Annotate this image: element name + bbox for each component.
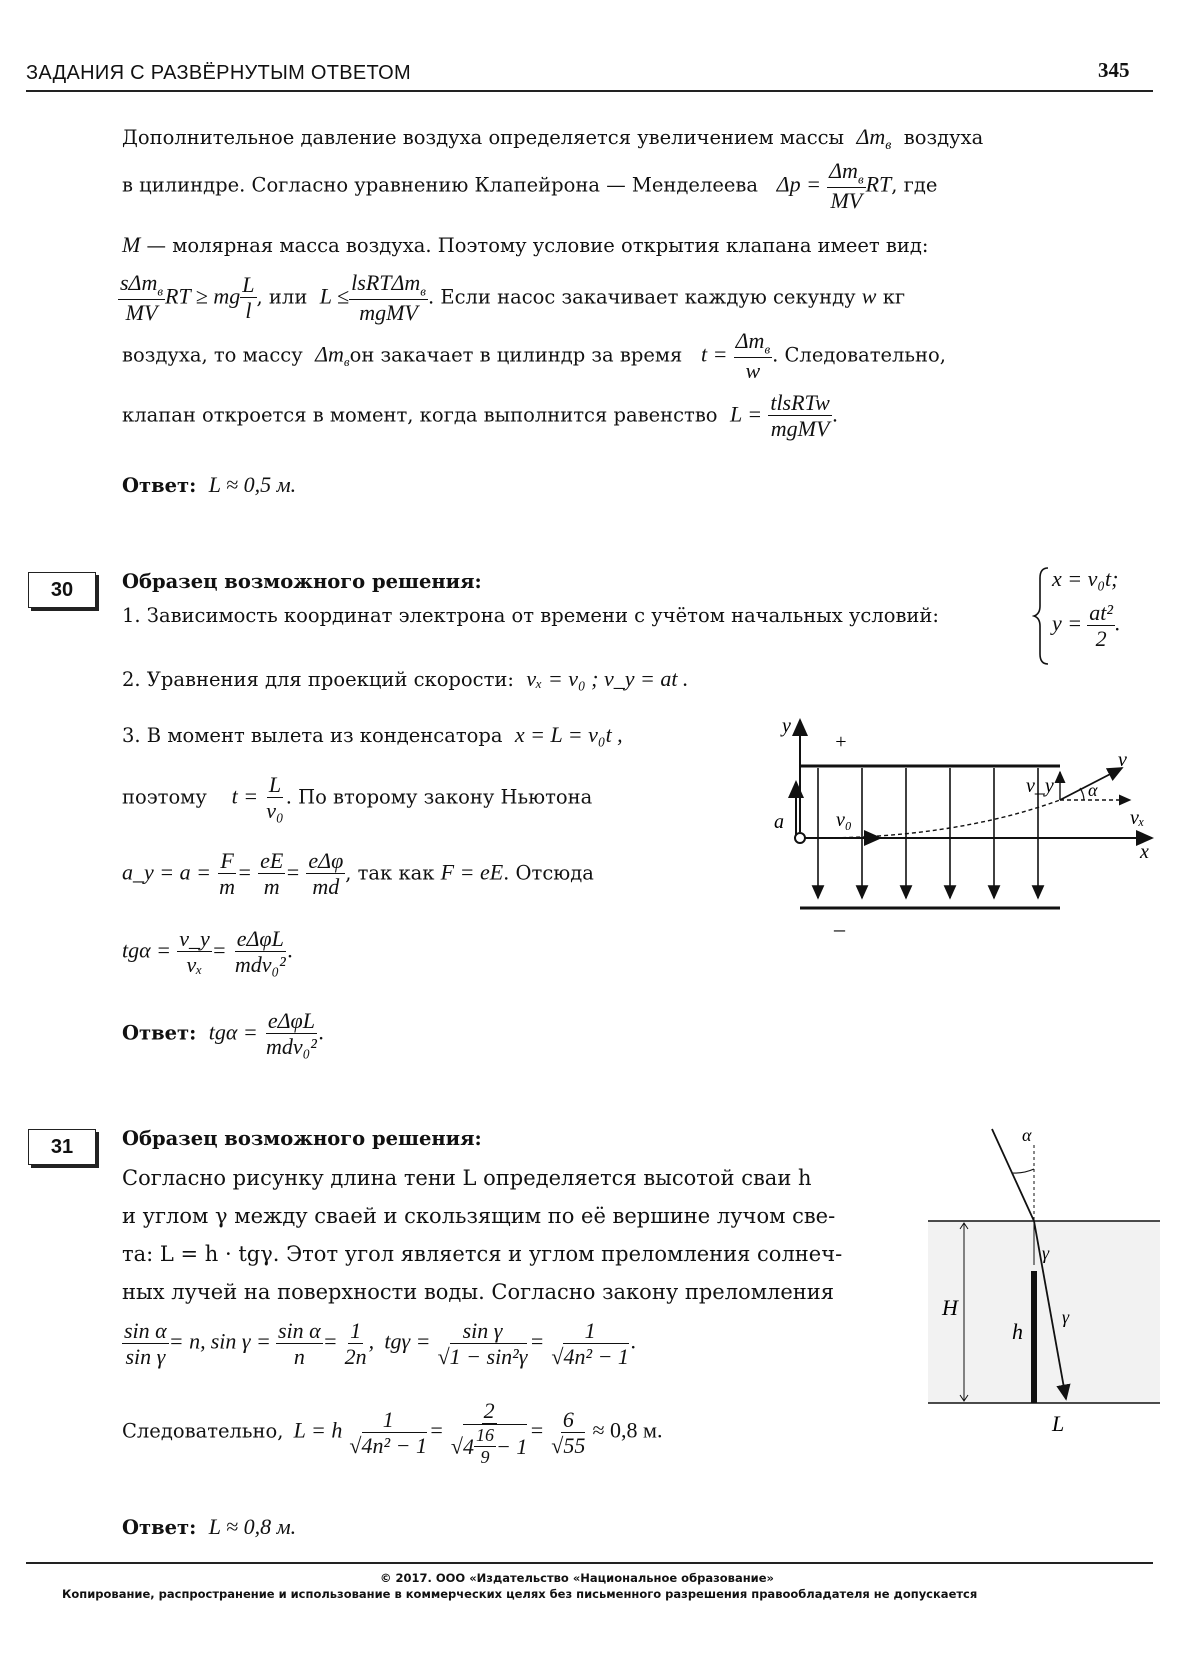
label-gamma-1: γ: [1042, 1243, 1050, 1263]
alpha-arc: [1012, 1169, 1034, 1173]
intro-line-6: клапан откроется в момент, когда выполнится равенство L = $\frac{\text{tlsRTw}}{\text{mgMV}}$ .: [122, 390, 839, 442]
task30-step-3: 3. В момент вылета из конденсатора x = L = v₀t ,: [122, 722, 623, 747]
refraction-formulas: $\frac{\text{sin α}}{\text{sin γ}}$ = n, sin γ = $\frac{\text{sin α}}{n}$ = $\frac{1}{2n}$ , tgγ = $\frac{\text{sin γ}}{\text{√1 − sin²γ}}$ = $\frac{1}{\text{√4n² − 1}}$ .: [124, 1318, 637, 1370]
label-minus: –: [834, 916, 845, 941]
intro-line-5: воздуха, то массу $\Delta m_вон$ закачает в цилиндр за время t = $\frac{\Delta m_в}{w}$ . Следовательно,: [122, 328, 946, 384]
footer-notice: Копирование, распространение и использование в коммерческих целях без письменного разрешения правообладателя не допускается: [62, 1587, 978, 1601]
task-number-badge: 30: [28, 572, 96, 608]
label-plus: +: [834, 731, 848, 753]
alpha-arc: [1080, 788, 1084, 800]
intro-line-3: M — молярная масса воздуха. Поэтому условие открытия клапана имеет вид:: [122, 232, 929, 257]
task31-heading: Образец возможного решения:: [122, 1127, 482, 1150]
label-vx: vₓ: [1130, 807, 1145, 829]
task31-para-1: Согласно рисунку длина тени L определяется высотой сваи h: [122, 1166, 812, 1190]
label-y: y: [782, 715, 791, 737]
task30-step-3d: tgα = $\frac{v\_y}{\text{vₓ}}$ = $\frac{\text{eΔφL}}{\text{mdv₀²}}$ .: [122, 926, 294, 978]
task31-para-2: и углом γ между сваей и скользящим по её вершине лучом све-: [122, 1204, 836, 1228]
section-title: ЗАДАНИЯ С РАЗВЁРНУТЫМ ОТВЕТОМ: [26, 62, 411, 84]
intro-line-1: Дополнительное давление воздуха определяется увеличением массы $\Delta m_в$ воздуха: [122, 124, 984, 153]
system-x: x = v₀t;: [1052, 566, 1119, 591]
label-H: H: [942, 1295, 958, 1320]
task30-step-3b: поэтому t = $\frac{L}{\text{v₀}}$ . По второму закону Ньютона: [122, 772, 593, 824]
task30-step-1: 1. Зависимость координат электрона от времени с учётом начальных условий:: [122, 604, 940, 627]
footer-rule: [26, 1562, 1153, 1564]
task31-para-3: та: L = h · tgγ. Этот угол является и углом преломления солнеч-: [122, 1242, 843, 1266]
task30-step-2: 2. Уравнения для проекций скорости: vₓ = v₀ ; v_y = at .: [122, 666, 689, 691]
label-v0: v₀: [836, 809, 852, 831]
task31-answer: Ответ: L ≈ 0,8 м.: [122, 1514, 297, 1539]
label-x: x: [1140, 841, 1149, 863]
intro-answer: Ответ: L ≈ 0,5 м.: [122, 472, 297, 497]
conclusion-formula: Следовательно, L = h $\frac{1}{\text{√4n² − 1}}$ = 2 √ 4 $\frac{16}{9}$ − 1 = $\frac{6}{√55}$ ≈ 0,8 м.: [122, 1398, 663, 1467]
label-vy: v_y: [1026, 775, 1054, 797]
electron: [795, 833, 805, 843]
task30-answer: Ответ: tgα = $\frac{\text{eΔφL}}{\text{mdv₀²}}$ .: [122, 1008, 325, 1060]
field-lines: [818, 768, 1038, 898]
label-alpha: α: [1088, 780, 1098, 800]
capacitor-diagram: [760, 712, 1160, 942]
label-a: a: [774, 811, 784, 833]
label-v: v: [1118, 749, 1127, 771]
task31-para-4: ных лучей на поверхности воды. Согласно закону преломления: [122, 1280, 835, 1304]
task30-step-3c: a_y = a = $\frac{F}{m}$ = $\frac{eE}{m}$ = $\frac{\text{eΔφ}}{md}$ , так как F = eE. Отсюда: [122, 848, 594, 900]
label-alpha: α: [1022, 1125, 1032, 1145]
label-gamma-2: γ: [1062, 1307, 1070, 1327]
intro-line-2: в цилиндре. Согласно уравнению Клапейрона — Менделеева Δp = $\frac{\Delta m_в}{MV}$ RT, где: [122, 158, 938, 214]
header-rule: [26, 90, 1153, 92]
task-number-badge: 31: [28, 1129, 96, 1165]
footer-copyright: © 2017. ООО «Издательство «Национальное образование»: [380, 1571, 774, 1585]
label-h: h: [1012, 1319, 1023, 1344]
page-number: 345: [1098, 58, 1130, 82]
system-y: y = $\frac{\text{at²}}{2}$ .: [1052, 600, 1121, 652]
intro-line-4: $\frac{s\Delta m_в}{MV}$ RT ≥ mg $\frac{L}{l}$ , или L ≤ $\frac{lsRT\Delta m_в}{\text{mgMV}}$ . Если насос закачивает каждую секунду w кг: [120, 270, 906, 326]
task30-heading: Образец возможного решения:: [122, 570, 482, 593]
pile-diagram: [928, 1125, 1160, 1455]
label-L: L: [1052, 1411, 1065, 1436]
system-brace: [1032, 566, 1052, 666]
